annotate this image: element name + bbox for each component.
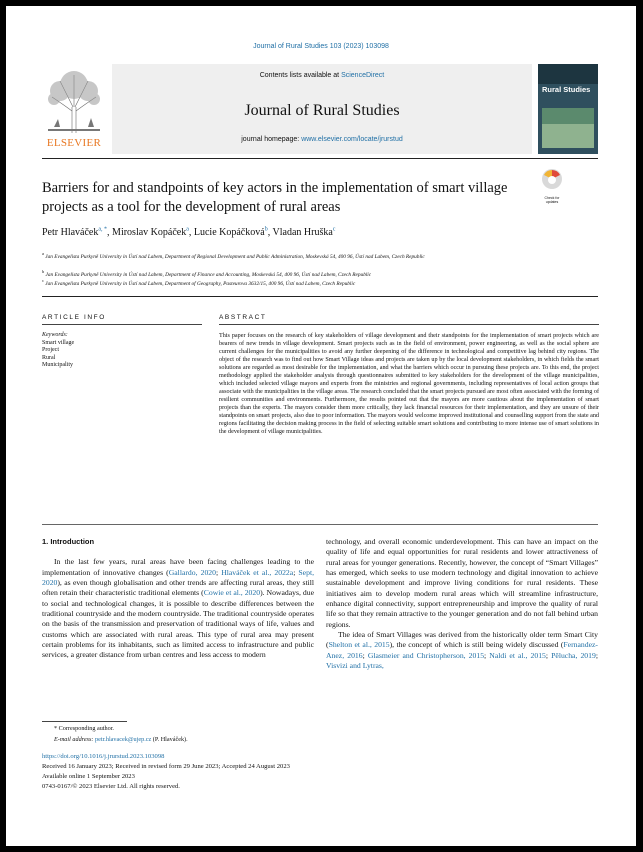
journal-title: Journal of Rural Studies	[244, 102, 400, 119]
body-text: ;	[293, 567, 299, 577]
publication-info	[42, 752, 442, 792]
affiliation-text: Jan Evangelista Purkyně University in Ústí nad Labem, Department of Finance and Accounting, Moskevská 54, 400 96, Ústí nad Labem, Czech Republic	[45, 271, 372, 278]
affiliation-marker: b	[42, 269, 45, 274]
author-separator: ,	[107, 227, 113, 239]
homepage-prefix: journal homepage:	[241, 136, 302, 143]
affiliation-marker: a	[42, 251, 44, 256]
sciencedirect-link[interactable]: ScienceDirect	[341, 72, 385, 79]
author-name: Miroslav Kopáček	[112, 227, 187, 239]
citation-link[interactable]: Sept, 2020	[42, 567, 314, 588]
author-list	[42, 227, 562, 238]
body-text: ;	[484, 650, 490, 660]
author-separator: ,	[267, 227, 273, 239]
affiliation-text: Jan Evangelista Purkyně University in Ústí nad Labem, Department of Geography, Pasteurova 3632/15, 400 96, Ústí nad Labem, Czech Republic	[45, 280, 356, 287]
citation-link[interactable]: Naldi et al., 2015	[489, 650, 546, 660]
author-name: Lucie Kopáčková	[193, 227, 265, 239]
abstract-text: This paper focuses on the research of key stakeholders of village development and their standpoints for the implementation of smart projects which are bearers of new trends in village development. Smart projects such as in the field of environment, power engineering, as well as the social sphere are current challenges for the municipalities to avoid any further deepening of the difference in technological and competitive lag behind city regions. The object of the research was to find out how Smart Village ideas and projects are taken up by the local development stakeholders, in which fields the smart solutions are regarded as most desirable for the implementation, and what the barriers which occur in pursuing these projects are. To this end, the project methodology applied the stakeholder analysis through questionnaires submitted to key stakeholders for the development of the village municipalities, which included selected village mayors and experts from the ministries and regional governments, including representatives of local action groups that associate with the municipalities in the village areas. The research concluded that the smart projects pursued are most often associated with the forming of resilient communities and environments. Furthermore, the results pointed out that the mayors are more cautious about the implementation of smart projects than the experts. The mayors consider them more critically, they lack financial resources for their implementation, and they are unsure of their standpoints on smart projects, also due to poor information. The mayors would welcome improved institutional and counselling support from the state and regions facilitating the decision making process in the field of selecting suitable smart solutions and contributing to more intense use of smart solutions in the development of village municipalities.	[219, 333, 599, 436]
affiliation-marker: c	[42, 278, 44, 283]
author	[42, 227, 112, 238]
body-text: ), the concept of which is still being widely discussed (	[389, 640, 564, 650]
body-text: ), as even though globalisation and other trends are affecting rural areas, they still often retain their characteristic traditional elements (	[42, 578, 314, 598]
author	[112, 227, 194, 238]
author-affil-marker[interactable]: a, *	[98, 227, 108, 233]
article-info-heading: ARTICLE INFO	[42, 314, 106, 321]
body-column-left	[42, 537, 314, 661]
citation-link[interactable]: Fernandez-Anez, 2016	[326, 640, 598, 660]
abstract-rule	[219, 324, 599, 325]
keywords-label: Keywords:	[42, 332, 68, 338]
author-affil-marker[interactable]: a	[186, 227, 189, 233]
affiliation	[42, 277, 562, 288]
corresponding-text: Corresponding author.	[58, 725, 114, 732]
abstract-end-rule	[42, 524, 598, 525]
body-text: technology, and overall economic underdevelopment. This can have an impact on the quality of life and equal opportunities for rural residents and lower attractiveness of rural areas for younger generations. Recently, however, the concept of “Smart Villages” has emerged, which seeks to use modern technology and digital innovation to achieve sustainable development and improve living conditions for rural residents. These initiatives aim to develop modern rural areas which will streamline infrastructure, enhance digital connectivity, support entrepreneurship and improve the quality of rural life so that they remain attractive to the younger generation and do not fall behind urban regions.	[326, 537, 598, 629]
keyword: Municipality	[42, 362, 73, 369]
author-affil-marker[interactable]: c	[332, 227, 336, 233]
citation-link[interactable]: Visvizi and Lytras,	[326, 661, 384, 671]
journal-homepage	[112, 136, 532, 143]
affiliation-text: Jan Evangelista Purkyně University in Ústí nad Labem, Department of Regional Development and Public Administration, Moskevská 54, 400 96, Ústí nad Labem, Czech Republic	[45, 253, 425, 260]
body-text: In the last few years, rural areas have been facing challenges leading to the implementation of innovative changes (	[42, 557, 314, 577]
section-heading-introduction: 1. Introduction	[42, 537, 95, 546]
article-title: Barriers for and standpoints of key actors in the implementation of smart village projects as a tool for the development of rural areas	[42, 180, 508, 215]
journal-citation[interactable]: Journal of Rural Studies 103 (2023) 103098	[253, 43, 389, 50]
citation-link[interactable]: Pělucha, 2019	[551, 650, 596, 660]
abstract-heading: ABSTRACT	[219, 314, 267, 321]
elsevier-tree-icon	[42, 67, 106, 137]
keywords-block	[42, 332, 192, 370]
journal-cover-thumbnail[interactable]	[538, 64, 598, 154]
citation-link[interactable]: Cowie et al., 2020	[203, 588, 261, 598]
keyword: Project	[42, 347, 59, 354]
author-name: Vladan Hruška	[272, 227, 333, 239]
citation-link[interactable]: Gallardo, 2020	[168, 567, 216, 577]
header-rule	[42, 158, 598, 159]
affiliation	[42, 250, 562, 261]
received-dates: Received 16 January 2023; Received in revised form 29 June 2023; Accepted 24 August 2023	[42, 762, 290, 770]
available-online: Available online 1 September 2023	[42, 772, 135, 780]
body-column-right	[326, 537, 598, 671]
right-column-text	[326, 537, 598, 671]
body-paragraph	[326, 537, 598, 630]
article-page	[6, 6, 636, 846]
cover-title: Rural Studies	[542, 85, 591, 94]
footnote-corresponding: * Corresponding author.	[54, 725, 114, 732]
keyword: Smart village	[42, 339, 75, 346]
email-label: E-mail address:	[54, 736, 96, 743]
footnote-email	[54, 736, 454, 743]
email-suffix: (P. Hlaváček).	[151, 736, 188, 743]
author-name: Petr Hlaváček	[42, 227, 99, 239]
body-paragraph	[326, 630, 598, 671]
body-text: The idea of Smart Villages was derived from the historically older term Smart City (	[326, 630, 598, 650]
footnote-rule	[42, 721, 127, 722]
author	[273, 227, 336, 238]
left-column-text	[42, 557, 314, 660]
copyright: 0743-0167/© 2023 Elsevier Ltd. All rights reserved.	[42, 782, 180, 790]
affiliation-rule	[42, 296, 598, 297]
citation-link[interactable]: Hlaváček et al., 2022a	[221, 567, 294, 577]
crossmark-label: Check for updates	[544, 196, 560, 204]
elsevier-wordmark: ELSEVIER	[46, 137, 102, 149]
body-text: ;	[545, 650, 552, 660]
article-info-rule	[42, 324, 202, 325]
check-for-updates-badge[interactable]	[540, 167, 564, 204]
citation-link[interactable]: Glasmeier and Christopherson, 2015	[367, 650, 485, 660]
author-separator: ,	[188, 227, 194, 239]
body-text: ;	[362, 650, 368, 660]
body-text: ;	[595, 650, 598, 660]
contents-prefix: Contents lists available at	[259, 72, 342, 79]
crossmark-icon	[540, 167, 564, 191]
journal-title-box	[112, 64, 532, 154]
journal-header	[42, 64, 598, 154]
body-text: ;	[215, 567, 222, 577]
body-text: ). Nowadays, due to social and technological changes, it is possible to describe differences between the traditional countryside and the modern countryside. The traditional countryside operates on the basis of the transmission and preservation of traditional ways of life, values and customs which are associated with rural areas. This type of rural area may present certain problems for its inhabitants, such as limited access to infrastructure and public services, a greater distance from urban centres and less access to modern	[42, 588, 314, 660]
contents-line	[112, 72, 532, 79]
body-paragraph	[42, 557, 314, 660]
author-affil-marker[interactable]: b	[264, 227, 268, 233]
homepage-link[interactable]: www.elsevier.com/locate/jrurstud	[301, 136, 403, 143]
citation-link[interactable]: Shelton et al., 2015	[328, 640, 390, 650]
email-link[interactable]: petr.hlavacek@ujep.cz	[95, 736, 152, 743]
keyword: Rural	[42, 354, 56, 361]
doi-link[interactable]: https://doi.org/10.1016/j.jrurstud.2023.103098	[42, 753, 165, 760]
author	[194, 227, 273, 238]
elsevier-logo	[42, 67, 106, 149]
